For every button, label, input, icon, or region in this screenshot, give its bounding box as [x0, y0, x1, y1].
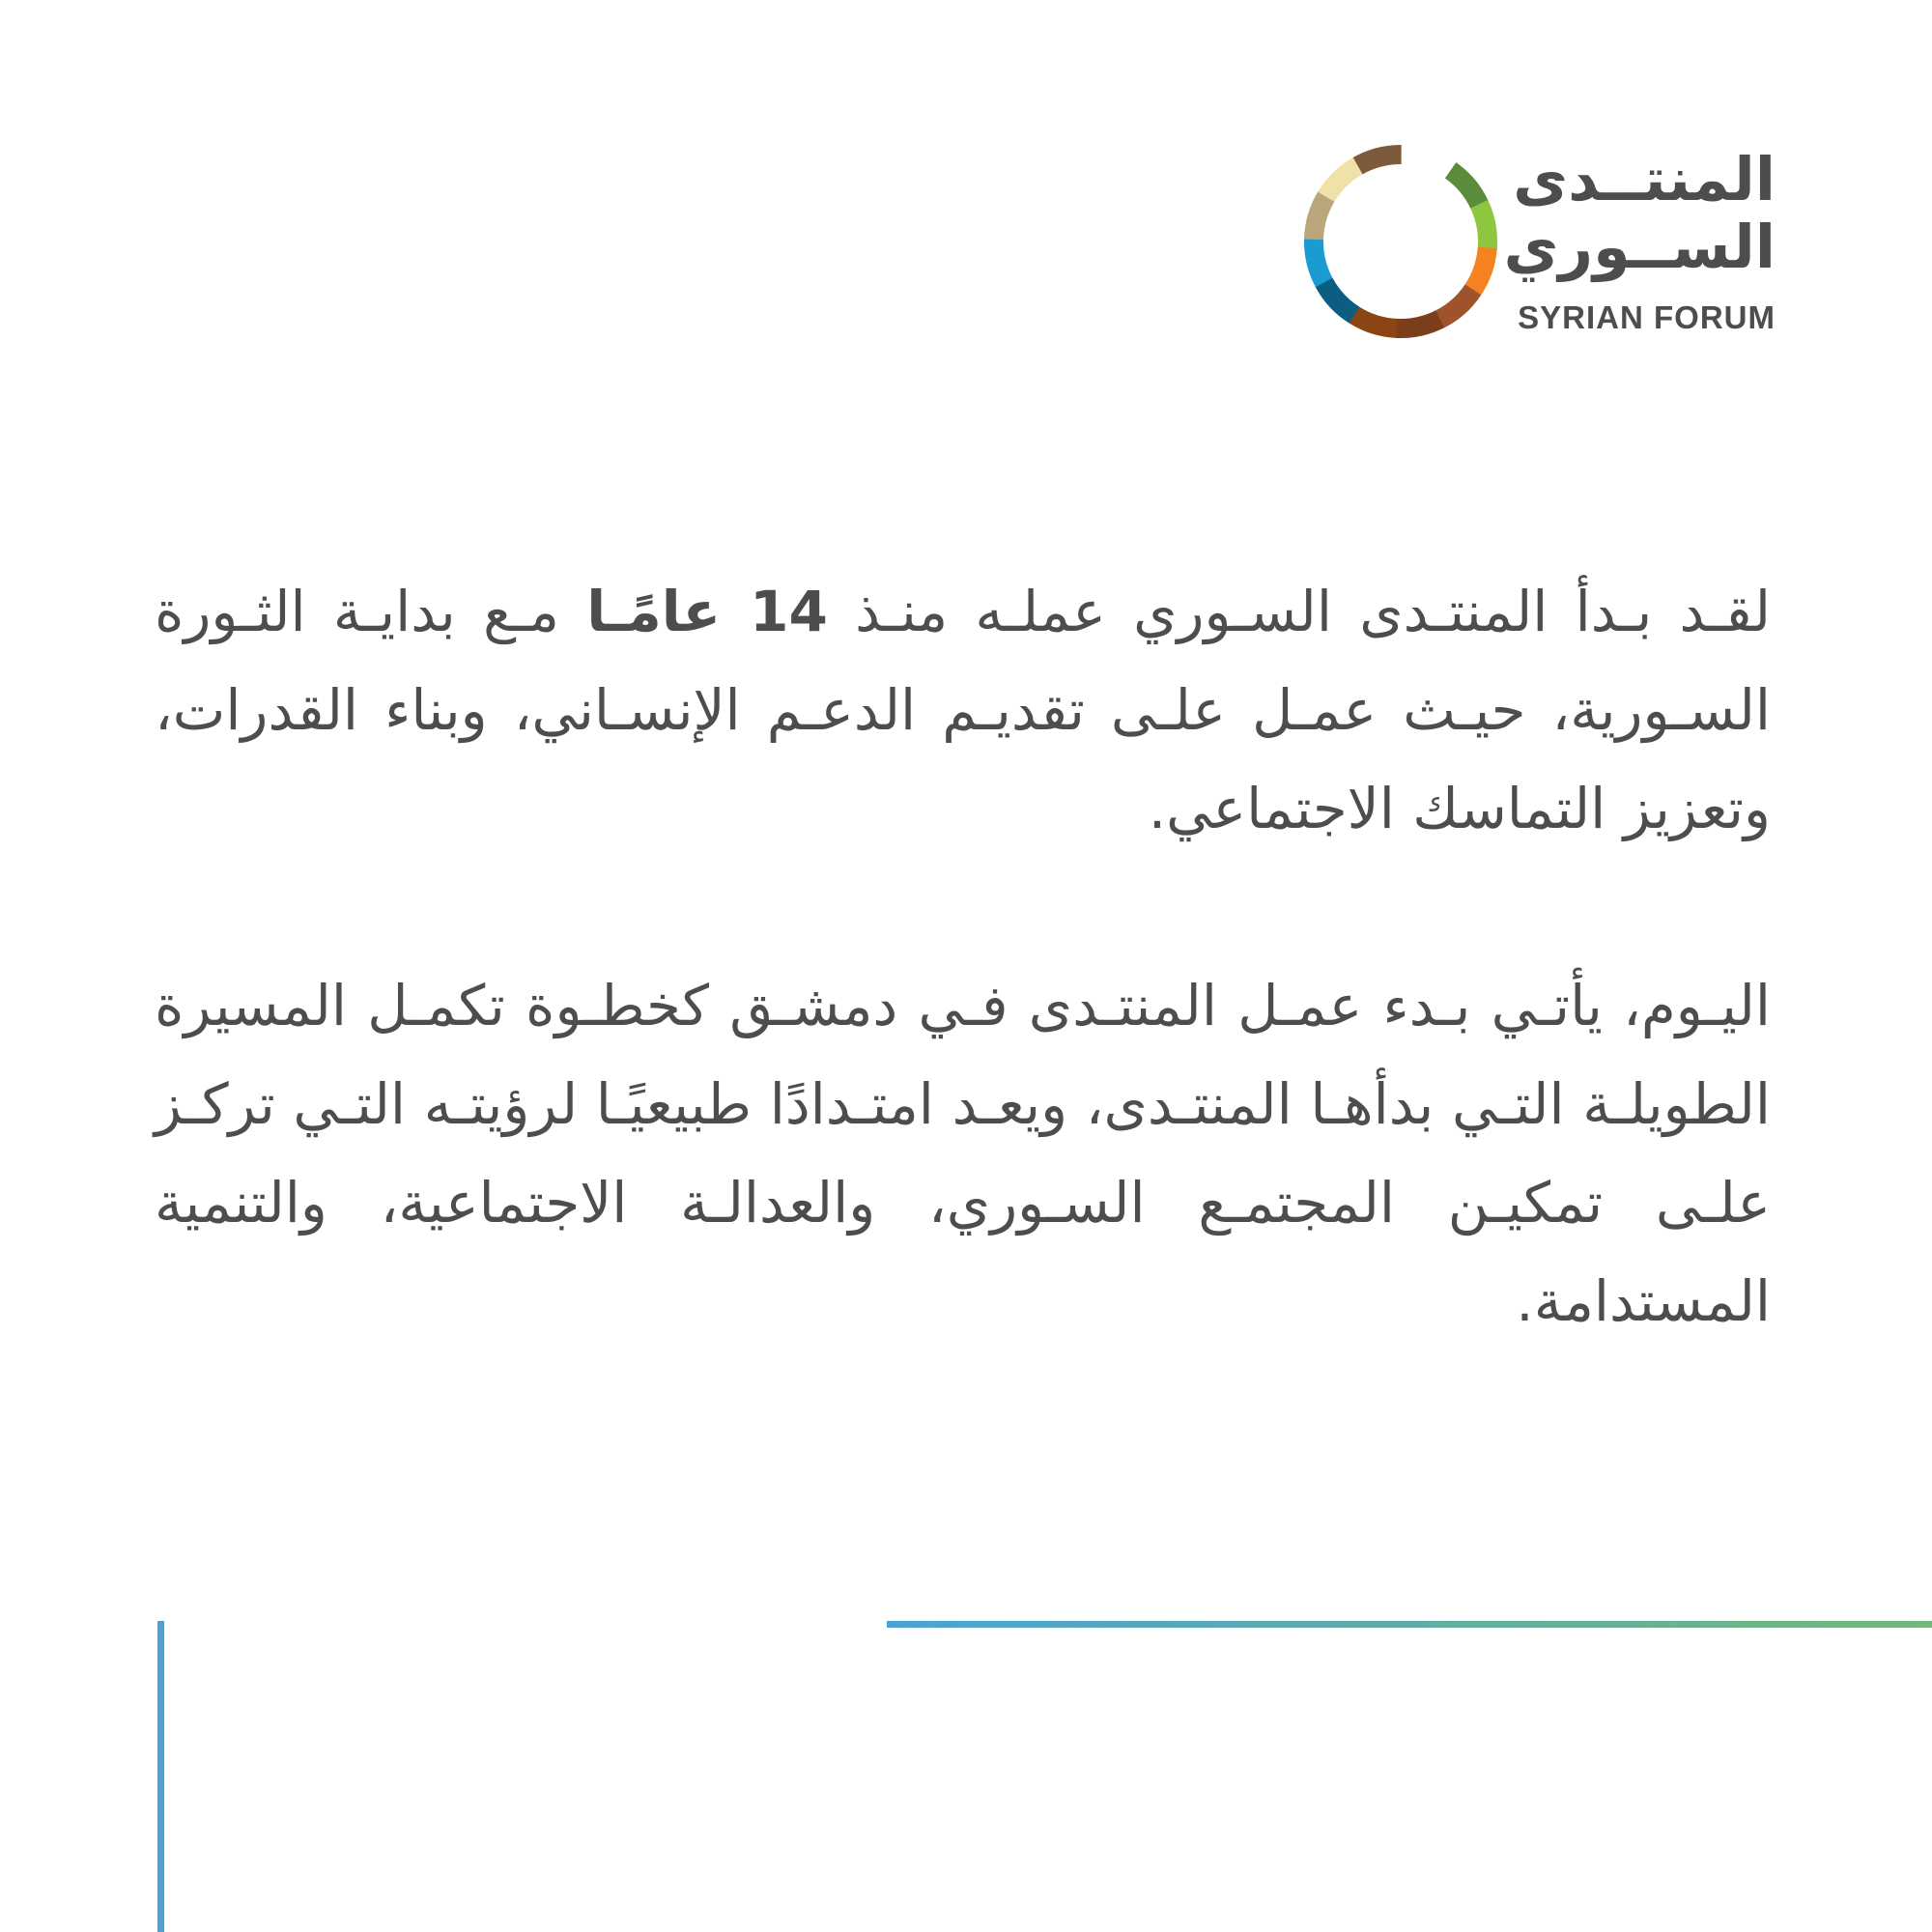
logo-ring-segment: [1451, 170, 1480, 205]
logo-arabic-line1: المنتــدى: [1513, 144, 1776, 214]
paragraph-intro-part2: مـع بدايـة الثـورة السـورية، حيـث عمـل علـى تقديـم الدعـم الإنسـاني، وبناء القدرات، وتعزيز التماسك الاجتماعي.: [155, 579, 1771, 841]
paragraph-damascus: اليـوم، يأتـي بـدء عمـل المنتـدى فـي دمشـق كخطـوة تكمـل المسيرة الطويلـة التـي بدأهـا المنتـدى، ويعـد امتـدادًا طبيعيًـا لرؤيتـه التـي تركـز علـى تمكيـن المجتمـع السـوري، والعدالـة الاجتماعية، والتنمية المستدامة.: [155, 973, 1771, 1334]
logo-ring-icon: [1299, 140, 1502, 343]
logo-english-name: SYRIAN FORUM: [1518, 299, 1776, 335]
paragraph-intro-part1: لقـد بـدأ المنتـدى السـوري عملـه منـذ: [827, 579, 1771, 644]
logo-ring-segment: [1353, 315, 1396, 328]
paragraph-intro: [155, 562, 1771, 858]
logo-ring-segment: [1314, 196, 1326, 240]
vertical-accent-line: [157, 1621, 164, 1932]
logo-ring-segment: [1439, 290, 1473, 320]
logo-ring-segment: [1479, 204, 1488, 248]
years-highlight: 14 عامًـا: [586, 579, 828, 644]
logo-ring-segment: [1314, 239, 1324, 282]
logo-ring-segment: [1396, 319, 1440, 328]
logo-ring-segment: [1323, 282, 1354, 315]
logo-ring-segment: [1473, 247, 1488, 290]
logo-arabic-line2: الســوري: [1503, 212, 1776, 282]
logo-ring-segment: [1358, 155, 1402, 166]
horizontal-accent-line: [887, 1621, 1932, 1628]
logo-ring-segment: [1326, 165, 1358, 196]
syrian-forum-logo: [1299, 140, 1787, 348]
